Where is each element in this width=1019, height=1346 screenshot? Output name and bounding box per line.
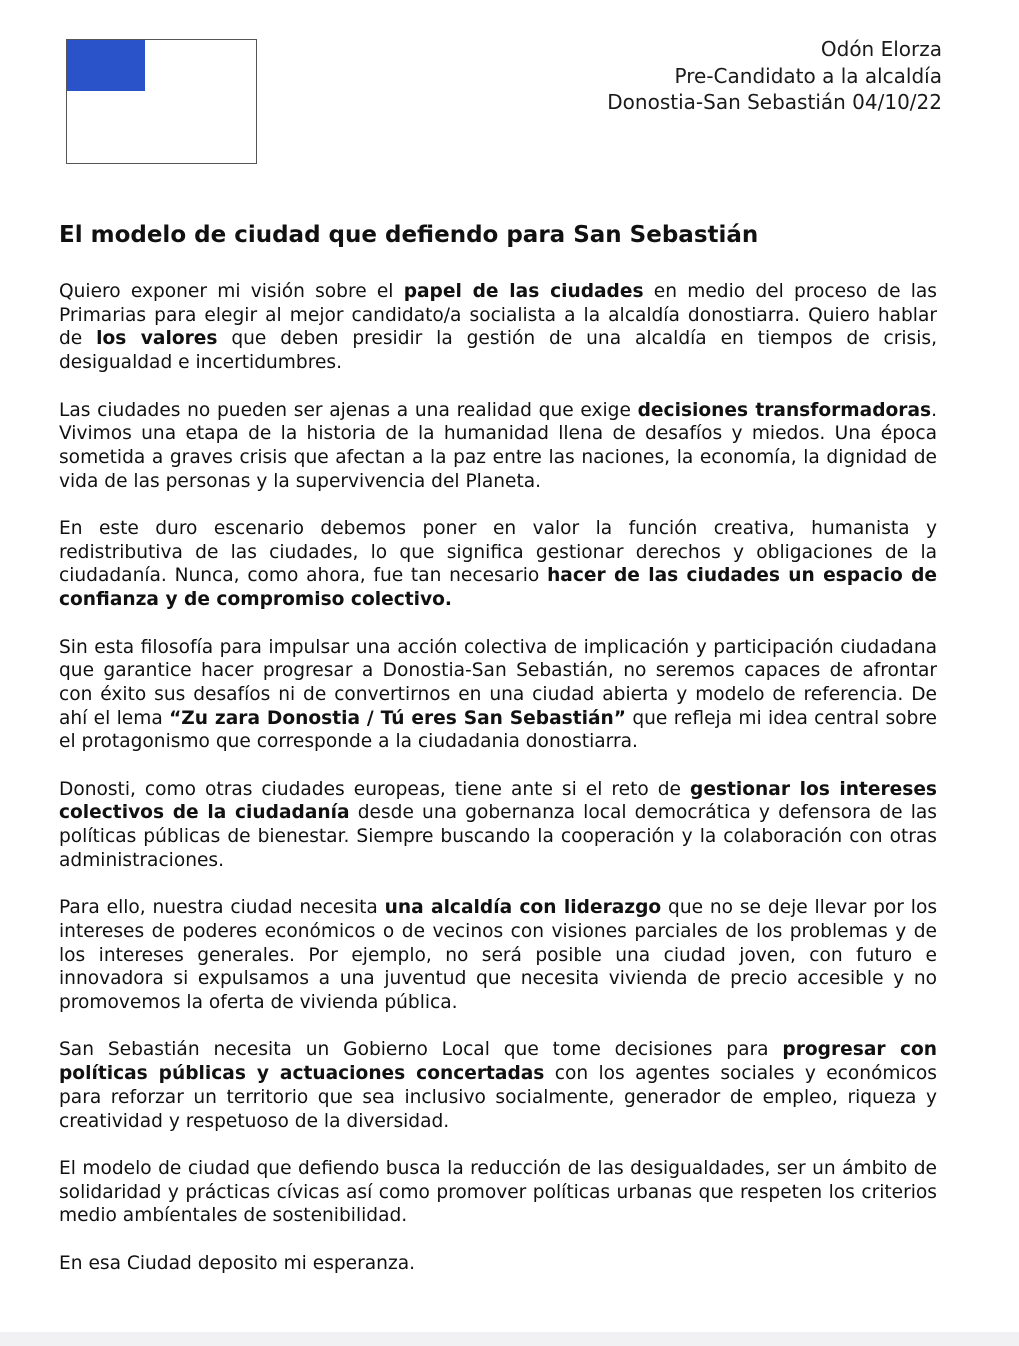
paragraph-4: Sin esta filosofía para impulsar una acción colectiva de implicación y participación ciudadana que garantice hacer progresar a Donostia-San Sebastián, no seremos capaces de afrontar con éxito sus desafíos ni de convertirnos en una ciudad abierta y modelo de referencia. De ahí el lema “Zu zara Donostia / Tú eres San Sebastián” que refleja mi idea central sobre el protagonismo que corresponde a la ciudadania donostiarra. [59,636,937,753]
paragraph-9: En esa Ciudad deposito mi esperanza. [59,1252,416,1274]
paragraph-3: En este duro escenario debemos poner en valor la función creativa, humanista y redistributiva de las ciudades, lo que significa gestionar derechos y obligaciones de la ciudadanía. Nunca, como ahora, fue tan necesario hacer de las ciudades un espacio de confianza y de compromiso colectivo. [59,518,938,611]
emphasis: hacer de las ciudades un espacio de confianza y de compromiso colectivo. [59,565,938,611]
emphasis: gestionar los intereses colectivos de la ciudadanía [59,778,938,824]
author-name: Odón Elorza [820,37,942,61]
page-bottom-edge [0,1332,1019,1346]
paragraph-1: Quiero exponer mi visión sobre el papel de las ciudades en medio del proceso de las Primarias para elegir al mejor candidato/a socialista a la alcaldía donostiarra. Quiero hablar de los valores que deben presidir la gestión de una alcaldía en tiempos de crisis, desigualdad e incertidumbres. [59,281,938,374]
emphasis: decisiones transformadoras [637,399,932,421]
flag-logo [66,39,257,164]
document-title: El modelo de ciudad que defiendo para San Sebastián [59,222,759,248]
emphasis: una alcaldía con liderazgo [384,897,662,919]
author-role: Pre-Candidato a la alcaldía [674,63,942,88]
emphasis: progresar con políticas públicas y actuaciones concertadas [59,1039,937,1085]
document-body [59,280,937,1299]
paragraph-5: Donosti, como otras ciudades europeas, tiene ante si el reto de gestionar los intereses colectivos de la ciudadanía desde una gobernanza local democrática y defensora de las políticas públicas de bienestar. Siempre buscando la cooperación y la colaboración con otras administraciones. [59,778,938,871]
flag-canton [67,40,145,91]
author-header [607,36,942,116]
slogan: “Zu zara Donostia / Tú eres San Sebastián” [169,707,626,729]
paragraph-2: Las ciudades no pueden ser ajenas a una realidad que exige decisiones transformadoras. Vivimos una etapa de la historia de la humanidad llena de desafíos y miedos. Una época sometida a graves crisis que afectan a la paz entre las naciones, la economía, la dignidad de vida de las personas y la supervivencia del Planeta. [59,399,937,492]
paragraph-7: San Sebastián necesita un Gobierno Local que tome decisiones para progresar con políticas públicas y actuaciones concertadas con los agentes sociales y económicos para reforzar un territorio que sea inclusivo socialmente, generador de empleo, riqueza y creatividad y respetuoso de la diversidad. [59,1039,937,1132]
place-date: Donostia-San Sebastián 04/10/22 [607,90,942,114]
emphasis: los valores [96,328,218,350]
paragraph-6: Para ello, nuestra ciudad necesita una alcaldía con liderazgo que no se deje llevar por los intereses de poderes económicos o de vecinos con visiones parciales de los problemas y de los intereses generales. Por ejemplo, no será posible una ciudad joven, con futuro e innovadora si expulsamos a una juventud que necesita vivienda de precio accesible y no promovemos la oferta de vivienda pública. [59,897,938,1014]
emphasis: papel de las ciudades [403,281,644,302]
paragraph-8: El modelo de ciudad que defiendo busca la reducción de las desigualdades, ser un ámbito de solidaridad y prácticas cívicas así como promover políticas urbanas que respeten los criterios medio ambíentales de sostenibilidad. [59,1157,937,1227]
